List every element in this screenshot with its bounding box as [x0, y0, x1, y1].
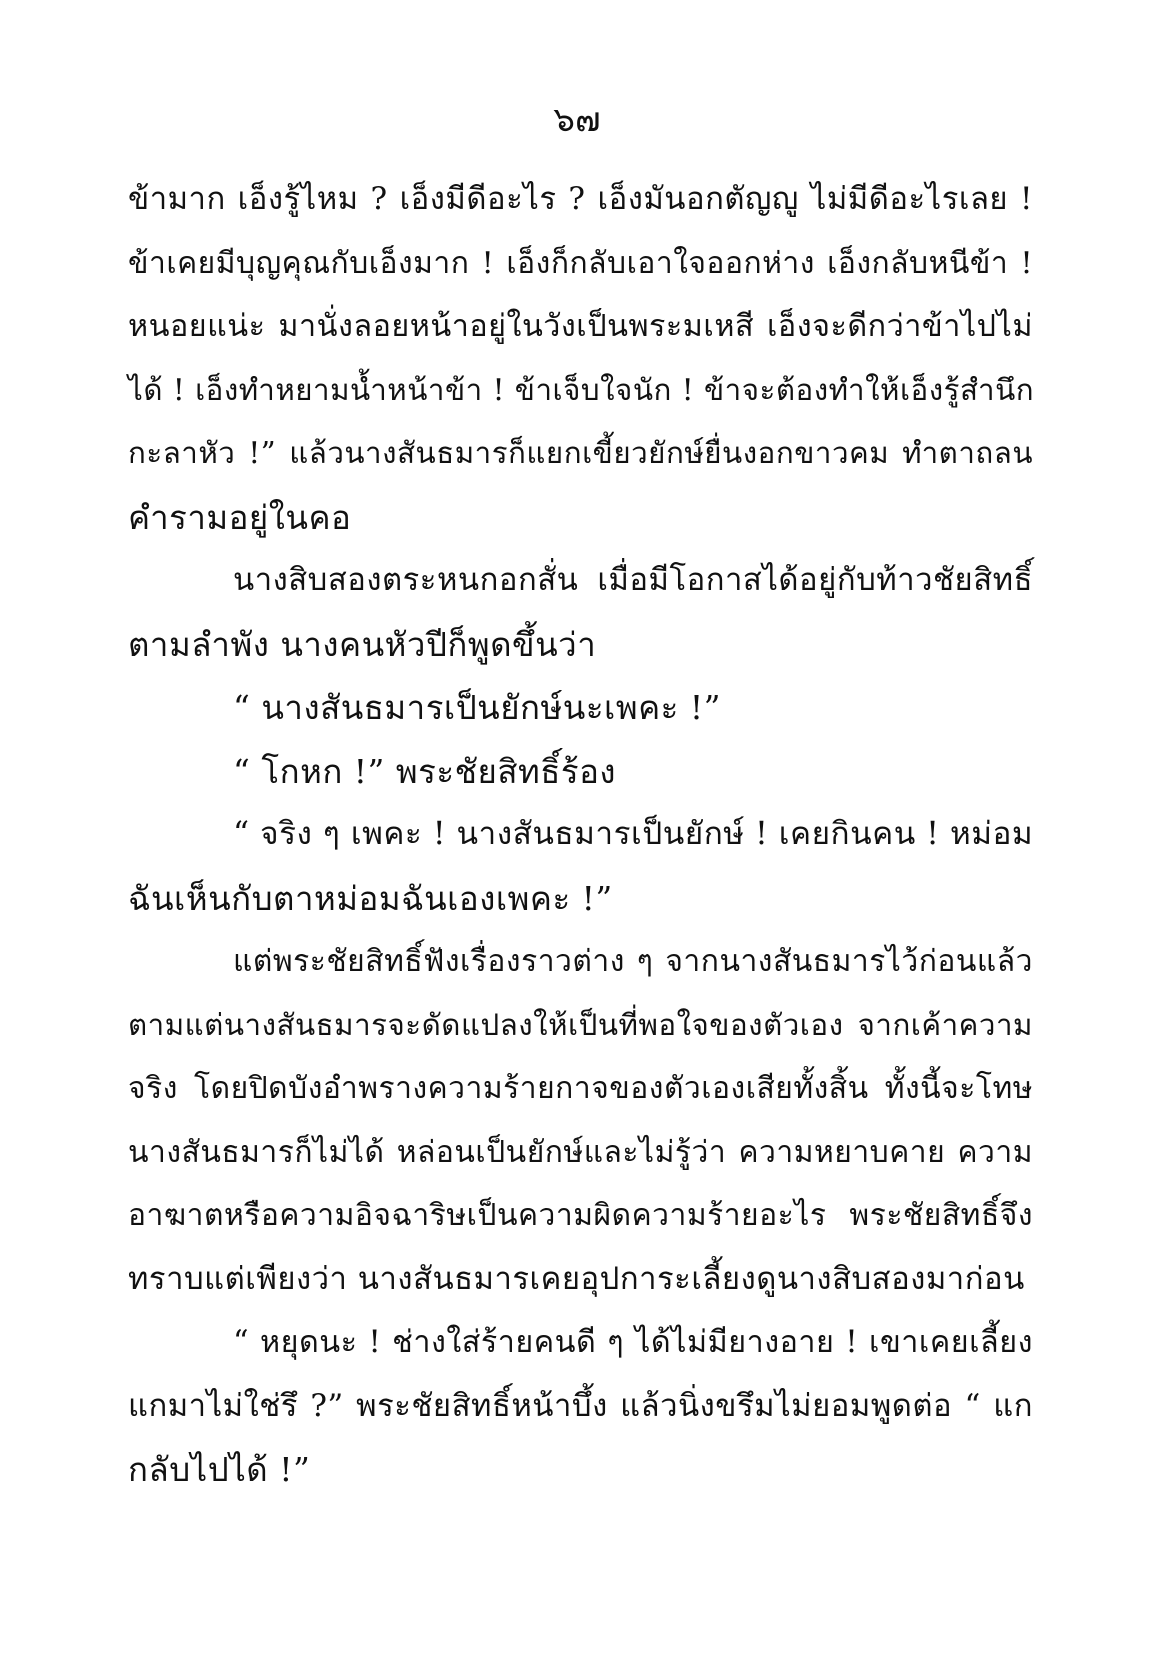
paragraph-first-line: แต่พระชัยสิทธิ์ฟังเรื่องราวต่าง ๆ จากนางสันธมารไว้ก่อนแล้ว [233, 944, 1033, 979]
dialogue-line: “ นางสันธมารเป็นยักษ์นะเพคะ !” [233, 688, 722, 727]
text-line: ได้ ! เอ็งทำหยามน้ำหน้าข้า ! ข้าเจ็บใจนัก ! ข้าจะต้องทำให้เอ็งรู้สำนึก [128, 372, 1035, 407]
text-line: แกมาไม่ใช่รึ ?” พระชัยสิทธิ์หน้าบึ้ง แล้วนิ่งขรึมไม่ยอมพูดต่อ “ แก [128, 1387, 1033, 1424]
text-line: ตามลำพัง นางคนหัวปีก็พูดขึ้นว่า [128, 624, 597, 664]
text-line: กะลาหัว !” แล้วนางสันธมารก็แยกเขี้ยวยักษ์ยื่นงอกขาวคม ทำตาถลน [128, 436, 1033, 470]
text-line: คำรามอยู่ในคอ [128, 497, 352, 537]
text-line: ฉันเห็นกับตาหม่อมฉันเองเพคะ !” [128, 878, 613, 918]
text-line: อาฆาตหรือความอิจฉาริษเป็นความผิดความร้ายอะไร พระชัยสิทธิ์จึง [128, 1198, 1033, 1233]
text-line: ข้าเคยมีบุญคุณกับเอ็งมาก ! เอ็งก็กลับเอาใจออกห่าง เอ็งกลับหนีข้า ! [128, 245, 1033, 281]
page-number: ๖๗ [553, 100, 601, 140]
text-line: ตามแต่นางสันธมารจะดัดแปลงให้เป็นที่พอใจของตัวเอง จากเค้าความ [128, 1007, 1033, 1042]
text-line: ข้ามาก เอ็งรู้ไหม ? เอ็งมีดีอะไร ? เอ็งมันอกตัญญู ไม่มีดีอะไรเลย ! [128, 181, 1033, 217]
text-line: กลับไปได้ !” [128, 1450, 311, 1489]
dialogue-line: “ หยุดนะ ! ช่างใส่ร้ายคนดี ๆ ได้ไม่มียางอาย ! เขาเคยเลี้ยง [233, 1325, 1033, 1360]
dialogue-line: “ จริง ๆ เพคะ ! นางสันธมารเป็นยักษ์ ! เคยกินคน ! หม่อม [233, 816, 1034, 852]
text-line: หนอยแน่ะ มานั่งลอยหน้าอยู่ในวังเป็นพระมเหสี เอ็งจะดีกว่าข้าไปไม่ [128, 309, 1033, 344]
dialogue-line: “ โกหก !” พระชัยสิทธิ์ร้อง [233, 751, 617, 791]
text-body [128, 168, 1033, 1502]
paragraph-first-line: นางสิบสองตระหนกอกสั่น เมื่อมีโอกาสได้อยู่กับท้าวชัยสิทธิ์ [233, 562, 1033, 598]
text-line: ทราบแต่เพียงว่า นางสันธมารเคยอุปการะเลี้ยงดูนางสิบสองมาก่อน [128, 1260, 1025, 1297]
text-line: จริง โดยปิดบังอำพรางความร้ายกาจของตัวเองเสียทั้งสิ้น ทั้งนี้จะโทษ [128, 1071, 1033, 1106]
text-line: นางสันธมารก็ไม่ได้ หล่อนเป็นยักษ์และไม่รู้ว่า ความหยาบคาย ความ [128, 1134, 1033, 1170]
